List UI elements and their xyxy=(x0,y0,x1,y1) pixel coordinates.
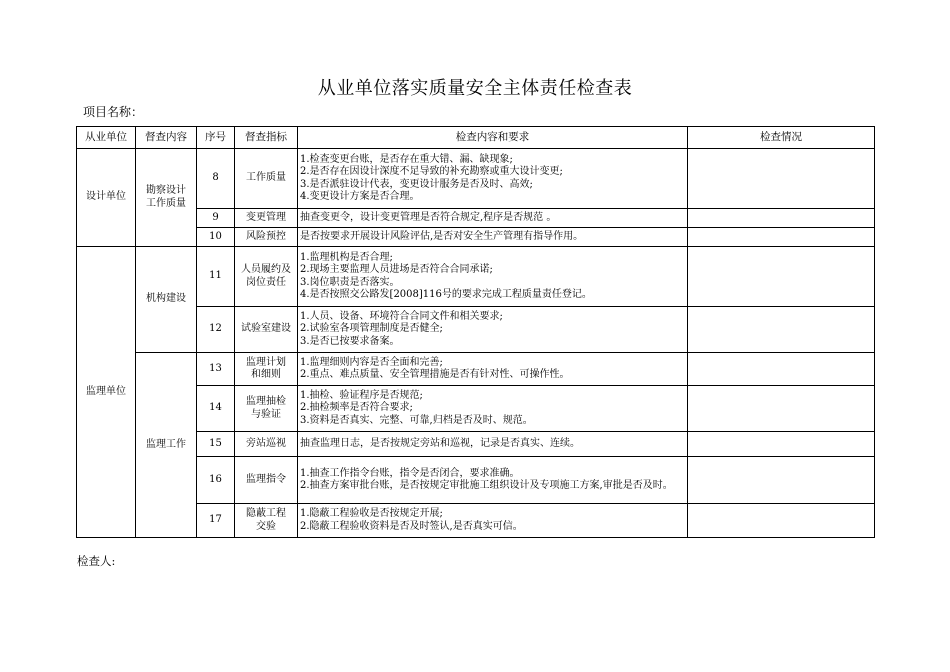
header-no: 序号 xyxy=(197,127,235,149)
header-requirements: 检查内容和要求 xyxy=(298,127,688,149)
row-indicator: 变更管理 xyxy=(235,209,298,228)
category-cell-supervision-work: 监理工作 xyxy=(136,353,197,538)
unit-cell-design: 设计单位 xyxy=(77,149,136,247)
header-unit: 从业单位 xyxy=(77,127,136,149)
row-result-cell[interactable] xyxy=(688,247,875,307)
row-indicator: 试验室建设 xyxy=(235,307,298,353)
row-no: 14 xyxy=(197,386,235,432)
row-no: 15 xyxy=(197,432,235,457)
row-result-cell[interactable] xyxy=(688,457,875,504)
row-requirements: 1.人员、设备、环境符合合同文件和相关要求; 2.试验室各项管理制度是否健全; 3.是否已按要求备案。 xyxy=(298,307,688,353)
unit-cell-supervision: 监理单位 xyxy=(77,247,136,538)
table-row xyxy=(77,228,875,247)
row-result-cell[interactable] xyxy=(688,386,875,432)
row-requirements: 抽查监理日志，是否按规定旁站和巡视，记录是否真实、连续。 xyxy=(298,432,688,457)
header-indicator: 督查指标 xyxy=(235,127,298,149)
row-indicator: 工作质量 xyxy=(235,149,298,209)
row-result-cell[interactable] xyxy=(688,209,875,228)
table-header-row xyxy=(77,127,875,149)
row-requirements: 1.隐蔽工程验收是否按规定开展; 2.隐蔽工程验收资料是否及时签认,是否真实可信。 xyxy=(298,504,688,538)
row-no: 16 xyxy=(197,457,235,504)
inspection-table xyxy=(76,126,875,538)
table-row xyxy=(77,386,875,432)
page-title: 从业单位落实质量安全主体责任检查表 xyxy=(317,78,633,99)
row-result-cell[interactable] xyxy=(688,149,875,209)
row-requirements: 1.监理机构是否合理; 2.现场主要监理人员进场是否符合合同承诺; 3.岗位职责是否落实。 4.是否按照交公路发[2008]116号的要求完成工程质量责任登记。 xyxy=(298,247,688,307)
category-cell-organization: 机构建设 xyxy=(136,247,197,353)
row-result-cell[interactable] xyxy=(688,353,875,386)
row-indicator: 监理抽检与验证 xyxy=(235,386,298,432)
row-indicator: 旁站巡视 xyxy=(235,432,298,457)
row-no: 12 xyxy=(197,307,235,353)
row-no: 13 xyxy=(197,353,235,386)
row-requirements: 1.抽检、验证程序是否规范; 2.抽检频率是否符合要求; 3.资料是否真实、完整、可靠,归档是否及时、规范。 xyxy=(298,386,688,432)
category-cell-design: 勘察设计工作质量 xyxy=(136,149,197,247)
inspector-label: 检查人: xyxy=(77,554,116,568)
table-row xyxy=(77,432,875,457)
table-row xyxy=(77,457,875,504)
row-no: 8 xyxy=(197,149,235,209)
table-row xyxy=(77,209,875,228)
row-requirements: 是否按要求开展设计风险评估,是否对安全生产管理有指导作用。 xyxy=(298,228,688,247)
row-no: 17 xyxy=(197,504,235,538)
row-requirements: 1.检查变更台账，是否存在重大错、漏、缺现象; 2.是否存在因设计深度不足导致的补充勘察或重大设计变更; 3.是否派驻设计代表，变更设计服务是否及时、高效; 4.变更设计方案是否合理。 xyxy=(298,149,688,209)
row-indicator: 隐蔽工程交验 xyxy=(235,504,298,538)
row-result-cell[interactable] xyxy=(688,228,875,247)
row-indicator: 人员履约及岗位责任 xyxy=(235,247,298,307)
row-no: 11 xyxy=(197,247,235,307)
row-result-cell[interactable] xyxy=(688,504,875,538)
row-no: 10 xyxy=(197,228,235,247)
table-row xyxy=(77,504,875,538)
row-result-cell[interactable] xyxy=(688,432,875,457)
row-requirements: 抽查变更令，设计变更管理是否符合规定,程序是否规范 。 xyxy=(298,209,688,228)
row-no: 9 xyxy=(197,209,235,228)
header-category: 督查内容 xyxy=(136,127,197,149)
table-row xyxy=(77,307,875,353)
table-row xyxy=(77,353,875,386)
table-row xyxy=(77,247,875,307)
project-name-label: 项目名称： xyxy=(83,105,144,119)
row-result-cell[interactable] xyxy=(688,307,875,353)
table-row xyxy=(77,149,875,209)
row-requirements: 1.抽查工作指令台账，指令是否闭合，要求准确。 2.抽查方案审批台账，是否按规定审批施工组织设计及专项施工方案,审批是否及时。 xyxy=(298,457,688,504)
row-requirements: 1.监理细则内容是否全面和完善; 2.重点、难点质量、安全管理措施是否有针对性、可操作性。 xyxy=(298,353,688,386)
row-indicator: 风险预控 xyxy=(235,228,298,247)
row-indicator: 监理指令 xyxy=(235,457,298,504)
row-indicator: 监理计划和细则 xyxy=(235,353,298,386)
header-result: 检查情况 xyxy=(688,127,875,149)
